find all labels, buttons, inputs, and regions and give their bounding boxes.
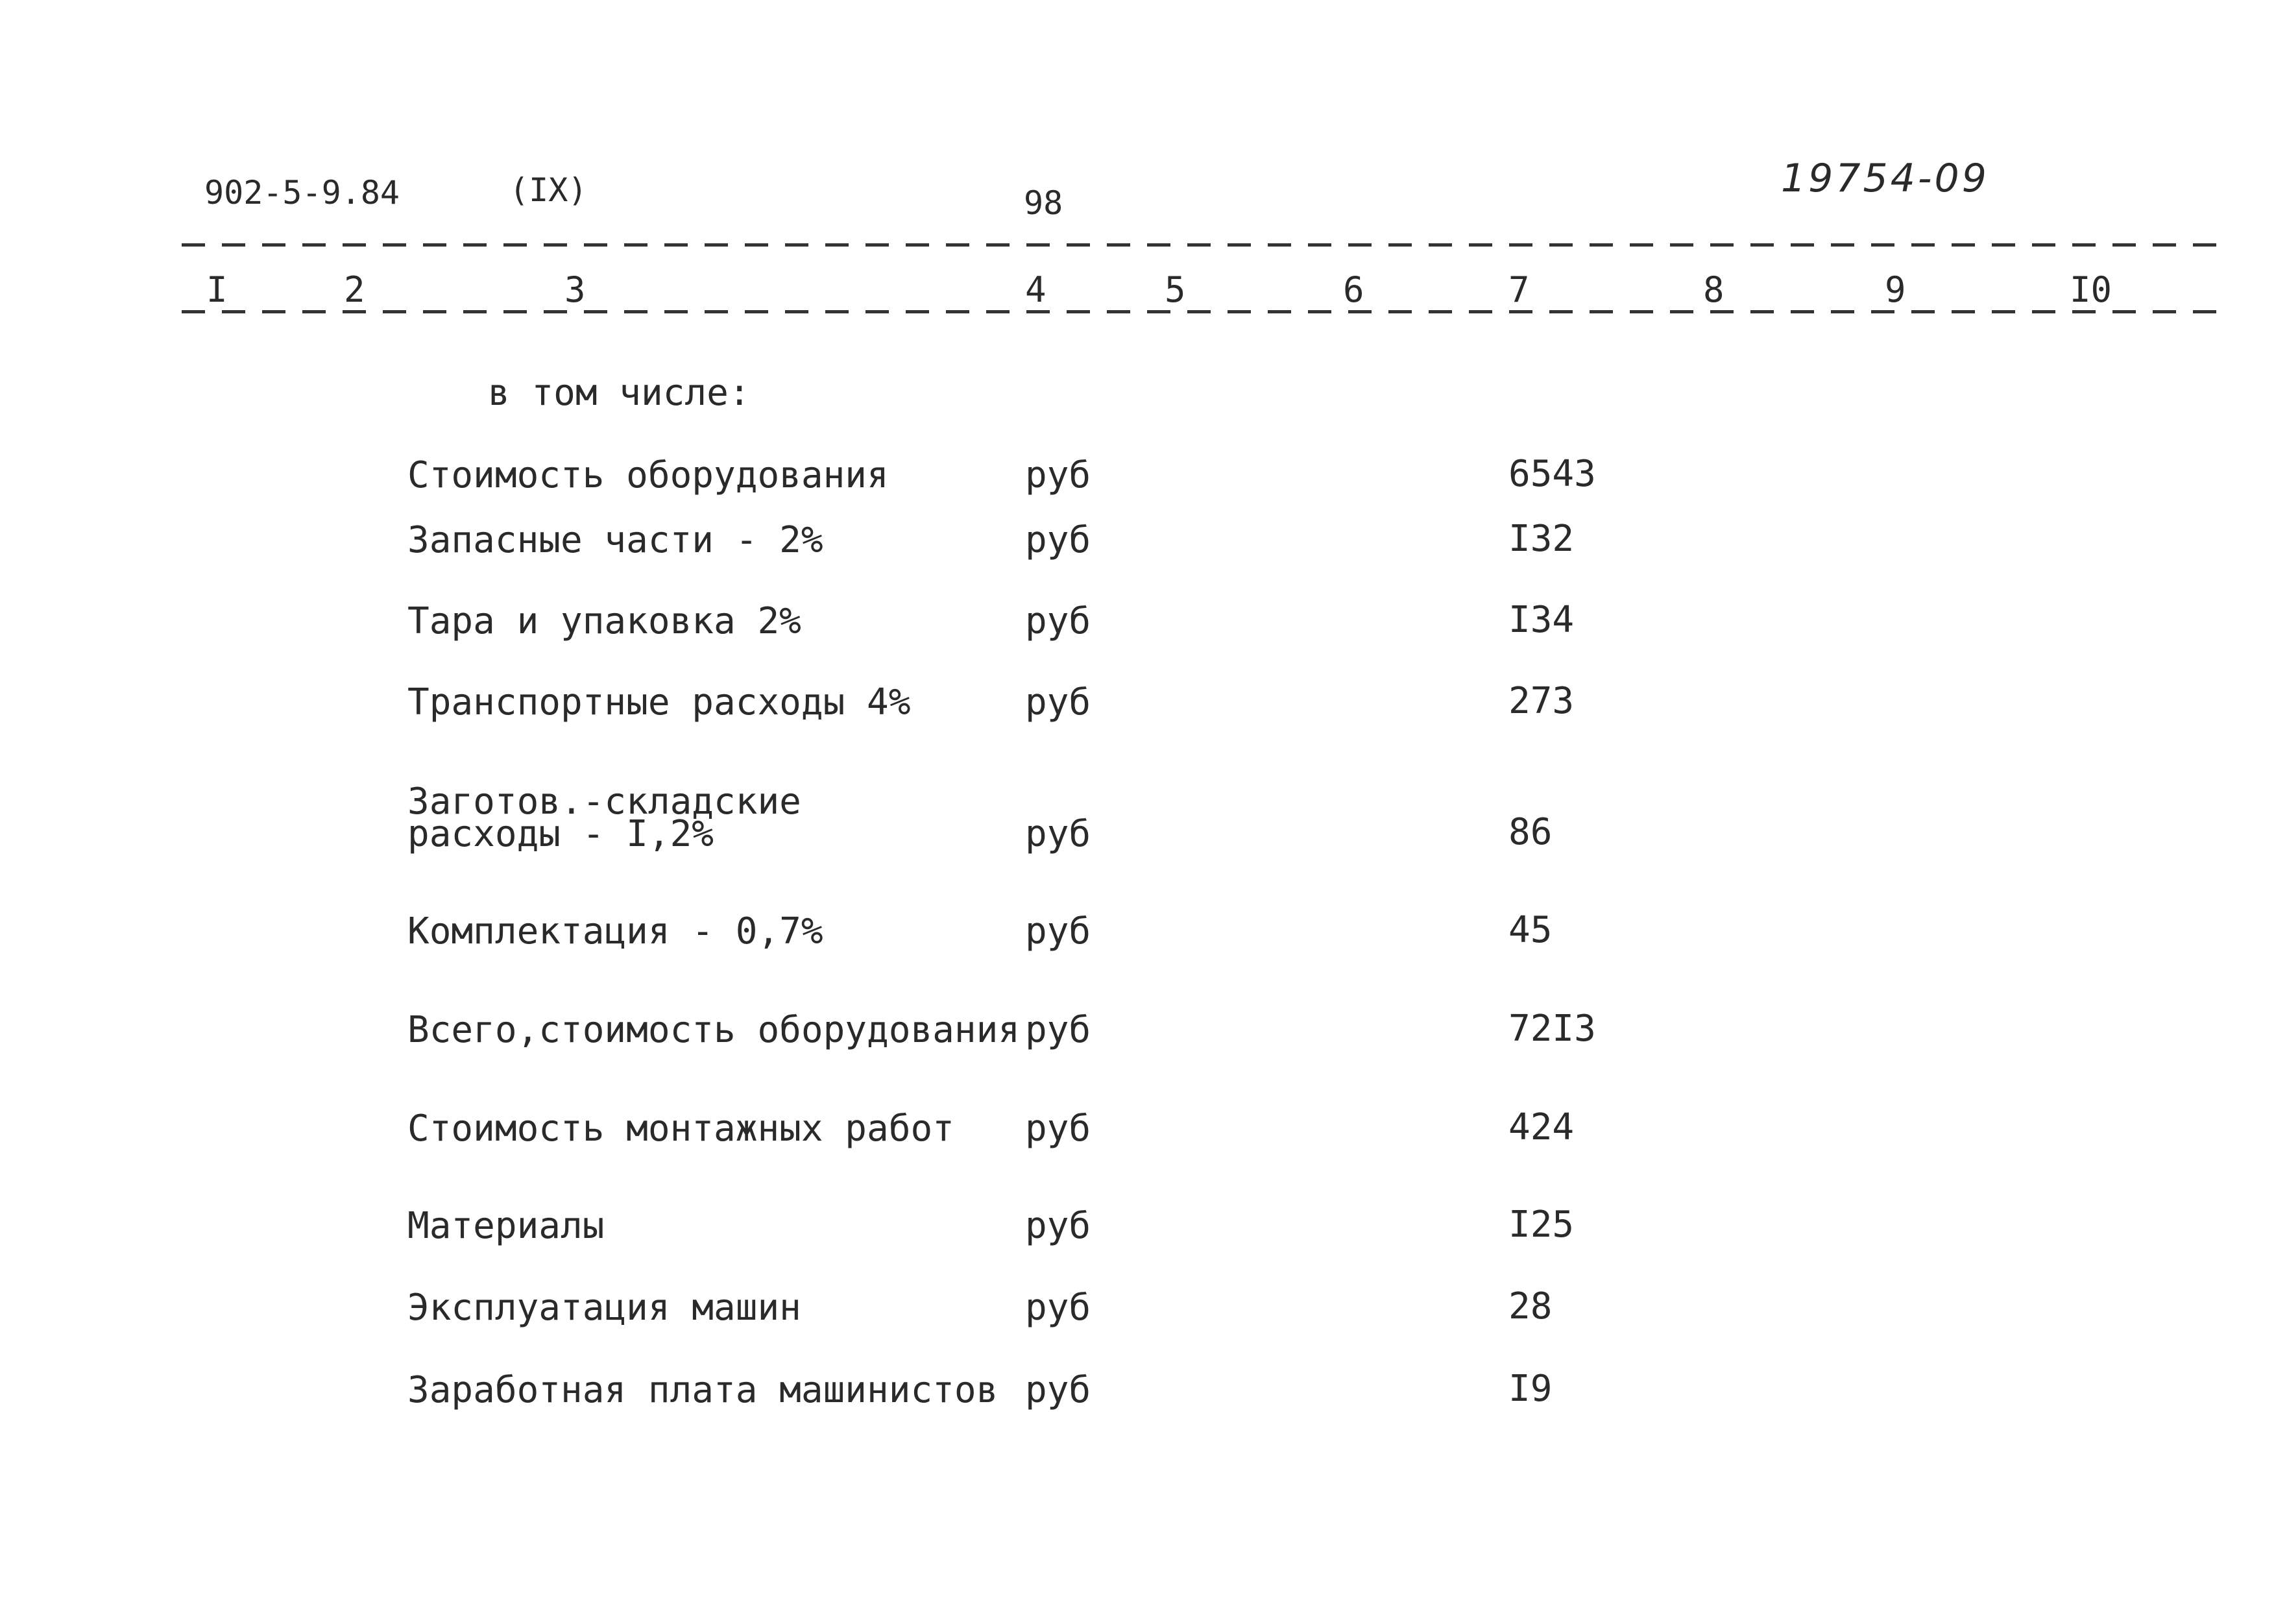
column-number-4: 4 (1025, 269, 1047, 310)
column-numbers-rule (182, 310, 2222, 313)
row-unit: руб (1025, 519, 1091, 561)
column-number-2: 2 (344, 269, 365, 310)
row-value: 28 (1508, 1285, 1553, 1327)
row-value: 72I3 (1508, 1008, 1596, 1050)
row-value: I9 (1508, 1368, 1553, 1410)
column-number-10: I0 (2070, 269, 2112, 310)
subheading: в том числе: (488, 372, 751, 414)
column-number-8: 8 (1703, 269, 1724, 310)
row-label: Запасные части - 2% (407, 519, 823, 561)
row-unit: руб (1025, 910, 1091, 952)
row-unit: руб (1025, 1369, 1091, 1411)
column-number-7: 7 (1508, 269, 1530, 310)
row-value: 86 (1508, 811, 1553, 853)
column-number-1: I (206, 269, 228, 310)
document-code: 902-5-9.84 (204, 174, 400, 212)
album-number: (IX) (509, 171, 588, 209)
row-value: 424 (1508, 1106, 1575, 1148)
row-value: 45 (1508, 909, 1553, 951)
row-label: Всего,стоимость оборудования (407, 1009, 1021, 1051)
row-label: Эксплуатация машин (407, 1287, 801, 1329)
row-unit: руб (1025, 1108, 1091, 1150)
row-unit: руб (1025, 681, 1091, 723)
page-number: 98 (1024, 184, 1063, 222)
column-number-6: 6 (1343, 269, 1364, 310)
row-unit: руб (1025, 813, 1091, 855)
row-label: Стоимость монтажных работ (407, 1108, 954, 1150)
column-number-3: 3 (564, 269, 586, 310)
row-label-line2: расходы - I,2% (407, 813, 714, 855)
row-value: 273 (1508, 680, 1575, 722)
row-unit: руб (1025, 1205, 1091, 1247)
row-value: I34 (1508, 599, 1575, 641)
row-unit: руб (1025, 1009, 1091, 1051)
row-unit: руб (1025, 600, 1091, 642)
row-label: Комплектация - 0,7% (407, 910, 823, 952)
row-label: Стоимость оборудования (407, 454, 889, 496)
row-label: Тара и упаковка 2% (407, 600, 801, 642)
header-top-rule (182, 243, 2222, 247)
row-label: Заготов.-складские (407, 781, 801, 823)
row-unit: руб (1025, 1287, 1091, 1329)
row-label: Заработная плата машинистов (407, 1369, 998, 1411)
row-value: I25 (1508, 1204, 1575, 1246)
inventory-number: 19754-09 (1781, 156, 1989, 201)
column-number-5: 5 (1165, 269, 1186, 310)
row-label: Материалы (407, 1205, 605, 1247)
row-unit: руб (1025, 454, 1091, 496)
row-value: 6543 (1508, 453, 1596, 495)
row-value: I32 (1508, 518, 1575, 560)
row-label: Транспортные расходы 4% (407, 681, 911, 723)
column-number-9: 9 (1885, 269, 1906, 310)
